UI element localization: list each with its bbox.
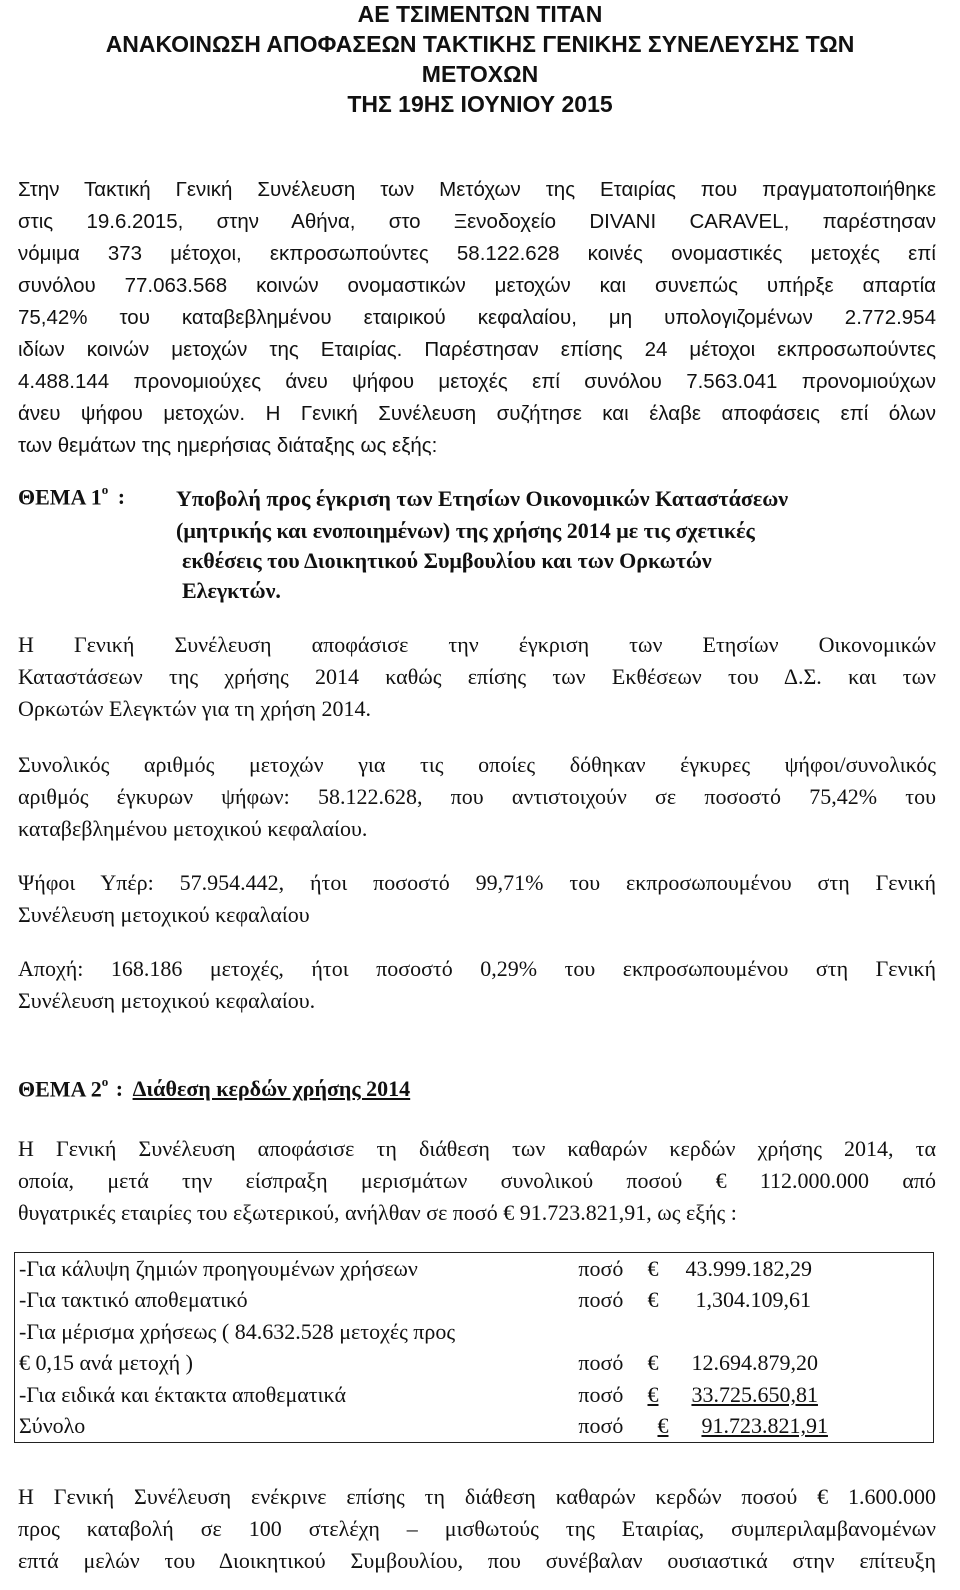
row-label: -Για τακτικό αποθεματικό: [19, 1287, 248, 1313]
row-amount-text: 33.725.650,81: [691, 1381, 818, 1407]
item2-title: Διάθεση κερδών χρήσης 2014: [132, 1076, 411, 1102]
row-currency: [647, 1316, 685, 1348]
row-word: ποσό: [578, 1413, 624, 1439]
row-currency-text: €: [647, 1381, 659, 1407]
row-currency: €: [647, 1255, 659, 1281]
item2-heading: [18, 1076, 410, 1102]
row-amount: 43.999.182,29: [685, 1255, 812, 1281]
table-row: [15, 1348, 934, 1380]
item1-sup: ο: [101, 482, 109, 497]
table-row: [15, 1285, 934, 1317]
item1-colon: :: [117, 484, 126, 510]
row-amount: [685, 1379, 933, 1411]
meeting-date-title: ΤΗΣ 19ΗΣ ΙΟΥΝΙΟΥ 2015: [347, 91, 613, 117]
row-label: -Για μέρισμα χρήσεως ( 84.632.528 μετοχές προς: [19, 1318, 456, 1344]
item1-votes-for: Ψήφοι Υπέρ: 57.954.442, ήτοι ποσοστό 99,71% του εκπροσωπουμένου στη Γενική: [18, 870, 936, 895]
item2-decision: θυγατρικές εταιρίες του εξωτερικού, ανήλθαν σε ποσό € 91.723.821,91, ως εξής :: [18, 1200, 737, 1225]
row-currency-text: €: [657, 1413, 669, 1439]
row-currency: €: [647, 1350, 659, 1376]
row-word: ποσό: [578, 1255, 624, 1281]
item1-decision: Η Γενική Συνέλευση αποφάσισε την έγκριση των Ετησίων Οικονομικών: [18, 632, 936, 657]
table-row: [15, 1316, 934, 1348]
item1-votes: Συνολικός αριθμός μετοχών για τις οποίες δόθηκαν έγκυρες ψήφοι/συνολικός: [18, 752, 936, 777]
row-amount-text: 91.723.821,91: [701, 1413, 828, 1439]
item2-decision: Η Γενική Συνέλευση αποφάσισε τη διάθεση των καθαρών κερδών χρήσης 2014, τα: [18, 1136, 936, 1161]
item1-abstain: Συνέλευση μετοχικού κεφαλαίου.: [18, 988, 316, 1013]
row-currency: [647, 1411, 685, 1443]
row-word: [578, 1316, 647, 1348]
item1-label: ΘΕΜΑ 1: [18, 484, 102, 510]
item1-title: (μητρικής και ενοποιημένων) της χρήσης 2014 με τις σχετικές: [176, 518, 755, 543]
closing-line: προς καταβολή σε 100 στελέχη – μισθωτούς της Εταιρίας, συμπεριλαμβανομένων: [18, 1516, 936, 1541]
closing-line: Η Γενική Συνέλευση ενέκρινε επίσης τη διάθεση καθαρών κερδών ποσού € 1.600.000: [18, 1484, 936, 1509]
row-label: -Για ειδικά και έκτακτα αποθεματικά: [19, 1381, 346, 1407]
row-label: Σύνολο: [19, 1413, 86, 1439]
row-word: ποσό: [578, 1287, 624, 1313]
row-word: ποσό: [578, 1350, 624, 1376]
item1-decision: Ορκωτών Ελεγκτών για τη χρήση 2014.: [18, 696, 372, 721]
item1-votes: καταβεβλημένου μετοχικού κεφαλαίου.: [18, 816, 368, 841]
intro-line: 4.488.144 προνομιούχες άνευ ψήφου μετοχές επί συνόλου 7.563.041 προνομιούχων: [18, 370, 936, 393]
row-label: € 0,15 ανά μετοχή ): [19, 1350, 193, 1376]
table-row: [15, 1379, 934, 1411]
item2-sup: ο: [101, 1074, 109, 1089]
intro-line: 75,42% του καταβεβλημένου εταιρικού κεφαλαίου, μη υπολογιζομένων 2.772.954: [18, 306, 936, 329]
table-row: [15, 1411, 934, 1443]
allocation-table: [14, 1252, 934, 1443]
item1-heading: [18, 484, 125, 510]
company-title: ΑΕ ΤΣΙΜΕΝΤΩΝ ΤΙΤΑΝ: [357, 1, 603, 27]
intro-line: στις 19.6.2015, στην Αθήνα, στο Ξενοδοχείο DIVANI CARAVEL, παρέστησαν: [18, 210, 936, 233]
item1-decision: Καταστάσεων της χρήσης 2014 καθώς επίσης των Εκθέσεων του Δ.Σ. και των: [18, 664, 936, 689]
item1-votes-for: Συνέλευση μετοχικού κεφαλαίου: [18, 902, 310, 927]
item1-abstain: Αποχή: 168.186 μετοχές, ήτοι ποσοστό 0,29% του εκπροσωπουμένου στη Γενική: [18, 956, 936, 981]
item2-colon: :: [115, 1076, 124, 1102]
intro-line: των θεμάτων της ημερήσιας διάταξης ως εξής:: [18, 434, 438, 457]
item1-votes: αριθμός έγκυρων ψήφων: 58.122.628, που αντιστοιχούν σε ποσοστό 75,42% του: [18, 784, 936, 809]
item1-title: Υποβολή προς έγκριση των Ετησίων Οικονομικών Καταστάσεων: [176, 486, 789, 511]
item1-title: εκθέσεις του Διοικητικού Συμβουλίου και των Ορκωτών: [182, 548, 712, 573]
row-word: ποσό: [578, 1381, 624, 1407]
announcement-title: ΑΝΑΚΟΙΝΩΣΗ ΑΠΟΦΑΣΕΩΝ ΤΑΚΤΙΚΗΣ ΓΕΝΙΚΗΣ ΣΥΝΕΛΕΥΣΗΣ ΤΩΝ: [105, 31, 855, 57]
intro-line: άνευ ψήφου μετοχών. Η Γενική Συνέλευση συζήτησε και έλαβε αποφάσεις επί όλων: [18, 402, 936, 425]
row-amount: 1,304.109,61: [695, 1287, 811, 1313]
row-amount: [685, 1411, 933, 1443]
row-amount: 12.694.879,20: [691, 1350, 818, 1376]
item2-label: ΘΕΜΑ 2: [18, 1076, 102, 1102]
closing-line: επτά μελών του Διοικητικού Συμβουλίου, που συνέβαλαν ουσιαστικά στην επίτευξη: [18, 1548, 936, 1573]
item1-title: Ελεγκτών.: [182, 578, 281, 603]
row-currency: [647, 1379, 685, 1411]
row-amount: [685, 1316, 933, 1348]
table-row: [15, 1253, 934, 1285]
item2-decision: οποία, μετά την είσπραξη μερισμάτων συνολικού ποσού € 112.000.000 από: [18, 1168, 936, 1193]
announcement-title-cont: ΜΕΤΟΧΩΝ: [421, 61, 539, 87]
intro-line: συνόλου 77.063.568 κοινών ονομαστικών μετοχών και συνεπώς υπήρξε απαρτία: [18, 274, 936, 297]
intro-line: νόμιμα 373 μέτοχοι, εκπροσωπούντες 58.122.628 κοινές ονομαστικές μετοχές επί: [18, 242, 936, 265]
row-currency: €: [647, 1287, 659, 1313]
intro-line: Στην Τακτική Γενική Συνέλευση των Μετόχων της Εταιρίας που πραγματοποιήθηκε: [18, 178, 936, 201]
intro-line: ιδίων κοινών μετοχών της Εταιρίας. Παρέστησαν επίσης 24 μέτοχοι εκπροσωπούντες: [18, 338, 936, 361]
row-label: -Για κάλυψη ζημιών προηγουμένων χρήσεων: [19, 1255, 418, 1281]
